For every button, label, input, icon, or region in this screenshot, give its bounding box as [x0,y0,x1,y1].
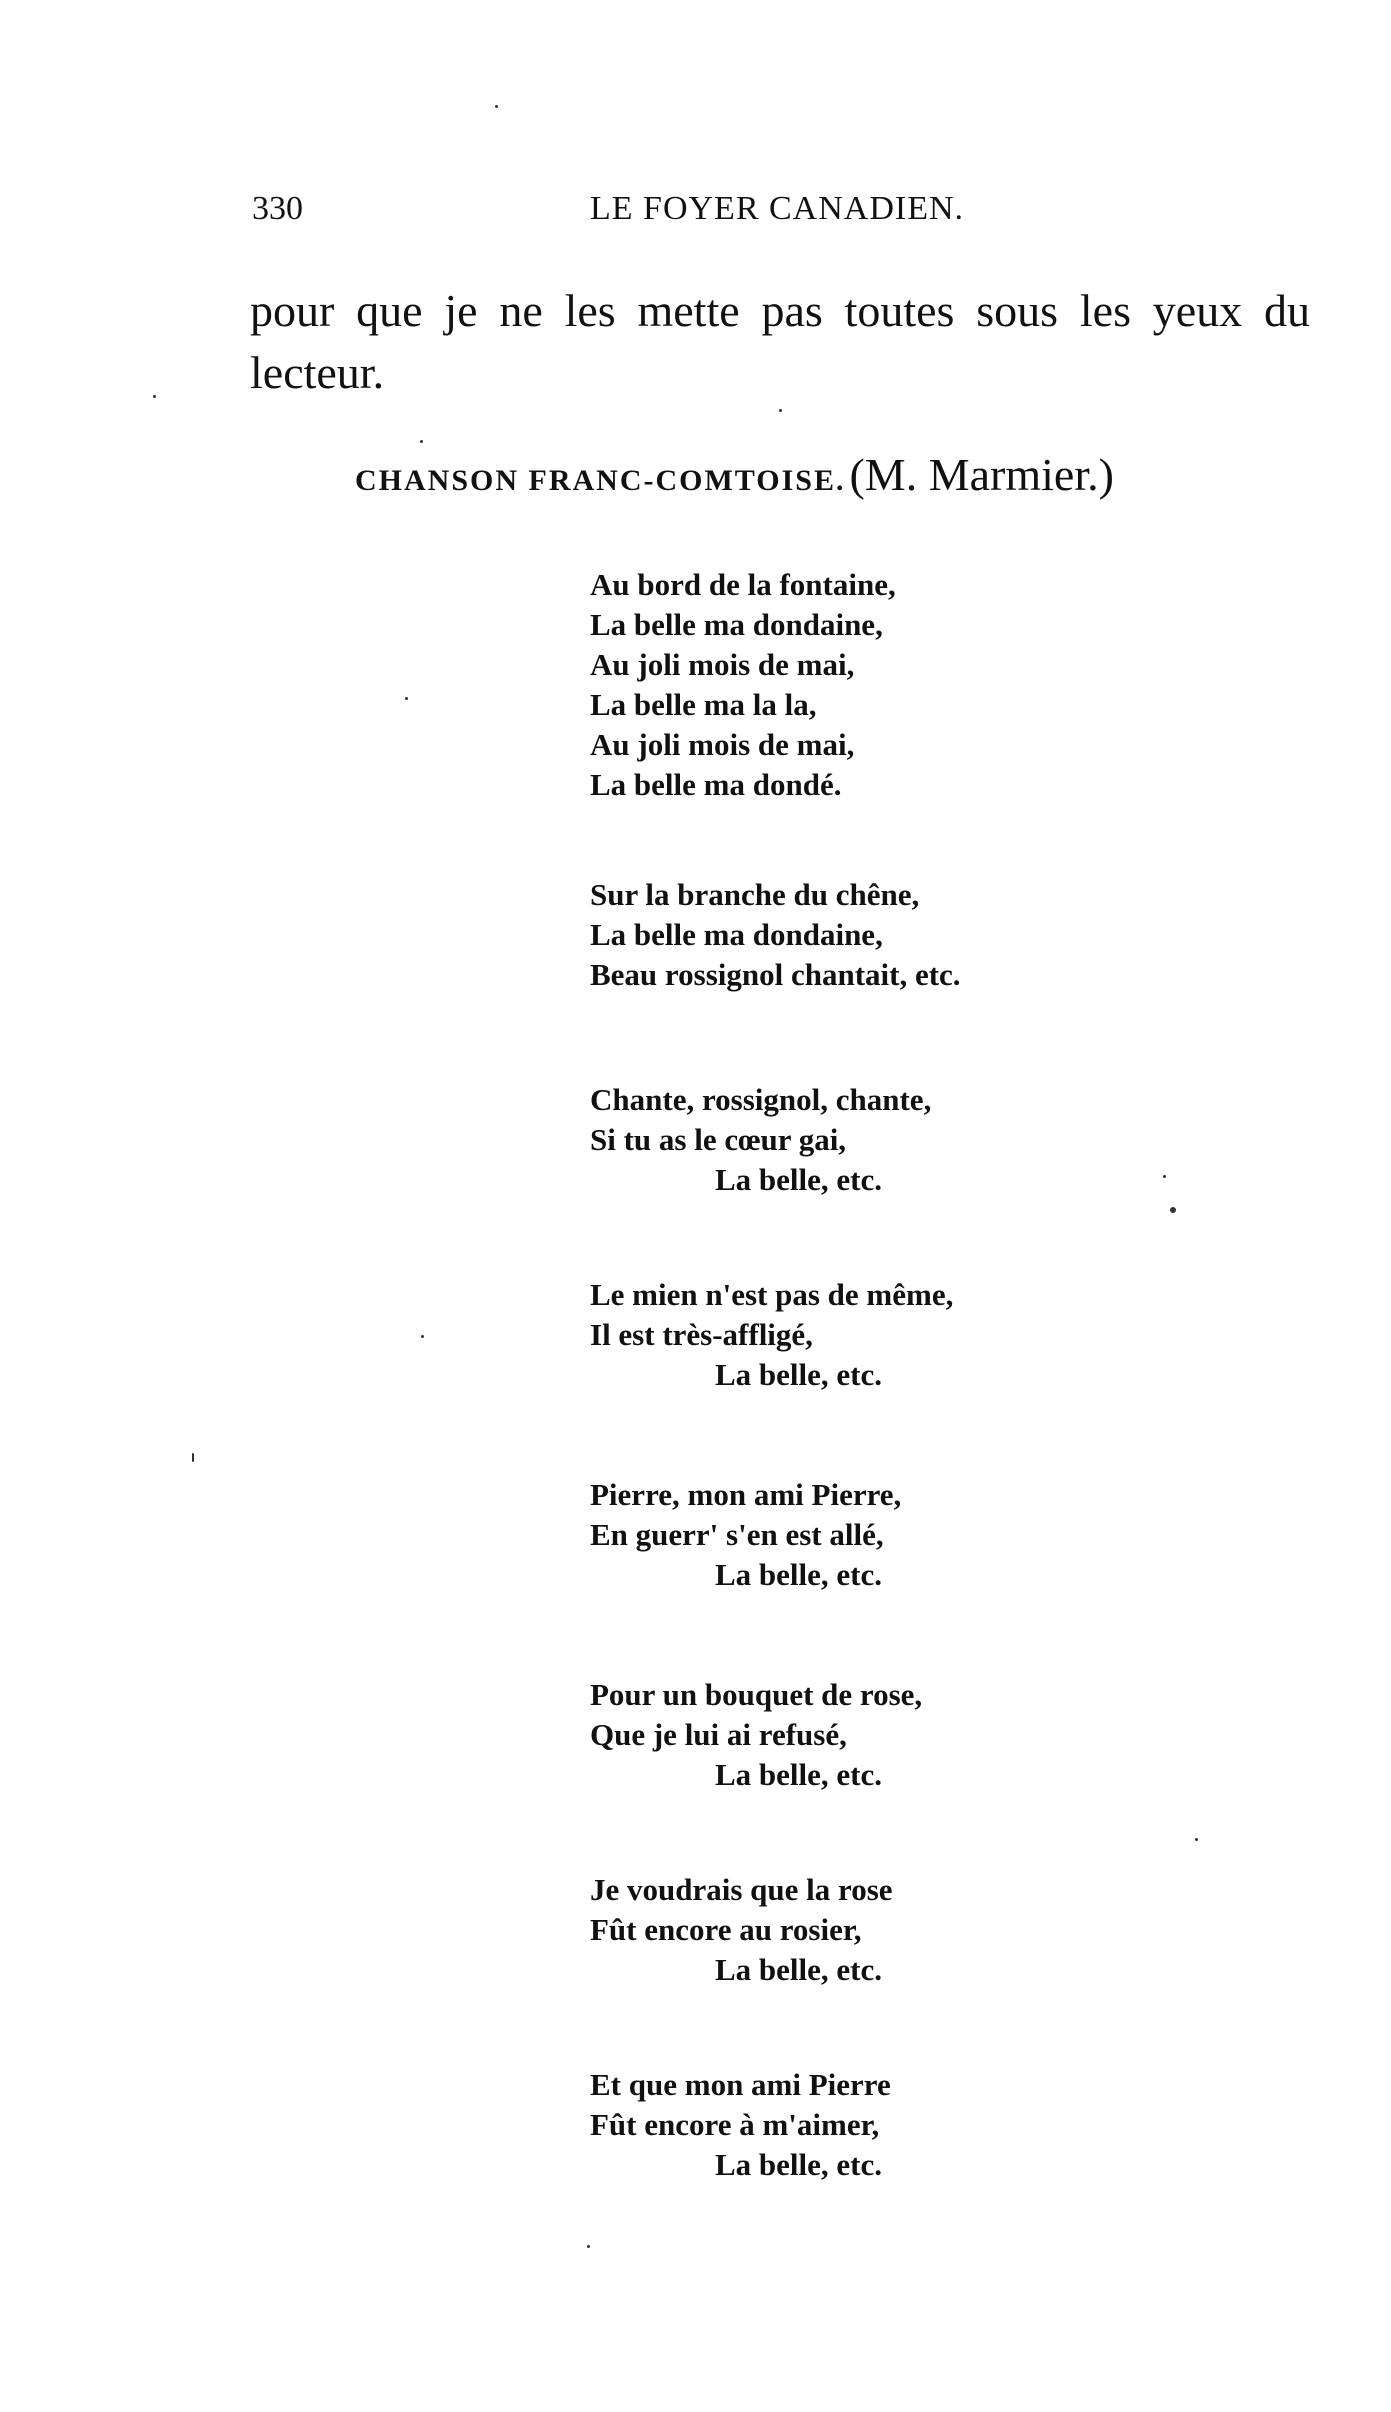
verse-line: Au joli mois de mai, [590,727,855,762]
stanza [590,1475,901,1595]
verse-line: Le mien n'est pas de même, [590,1277,954,1312]
verse-line: Je voudrais que la rose [590,1872,893,1907]
page-number: 330 [252,190,303,227]
scan-speck [779,409,782,412]
verse-line: Que je lui ai refusé, [590,1717,847,1752]
scan-speck [153,395,156,398]
scan-speck [495,105,498,108]
stanza [590,875,961,995]
verse-line: Chante, rossignol, chante, [590,1082,932,1117]
verse-line: Pierre, mon ami Pierre, [590,1477,902,1512]
scan-speck [421,1335,424,1338]
stanza [590,565,896,805]
verse-line: Si tu as le cœur gai, [590,1122,847,1157]
verse-refrain: La belle, etc. [715,1557,883,1592]
verse-line: La belle ma dondaine, [590,917,883,952]
running-head: LE FOYER CANADIEN. [590,190,965,227]
stanza [590,1675,922,1795]
song-title [355,448,1114,501]
stanza [590,1080,931,1200]
song-title-text: CHANSON FRANC-COMTOISE. [355,464,846,497]
verse-line: Sur la branche du chêne, [590,877,920,912]
intro-paragraph [250,280,1310,404]
scan-speck [405,697,408,700]
verse-refrain: La belle, etc. [715,2147,883,2182]
scan-speck [1163,1175,1166,1178]
scan-speck [1170,1207,1176,1213]
verse-line: Fût encore à m'aimer, [590,2107,880,2142]
verse-line: La belle ma dondé. [590,767,842,802]
scan-speck [587,2245,590,2248]
stanza [590,1275,953,1395]
verse-line: Fût encore au rosier, [590,1912,862,1947]
verse-line: Pour un bouquet de rose, [590,1677,923,1712]
verse-line: Beau rossignol chantait, etc. [590,957,961,992]
scan-speck [192,1453,194,1462]
verse-line: Au bord de la fontaine, [590,567,896,602]
scan-speck [420,440,423,443]
verse-refrain: La belle, etc. [715,1162,883,1197]
verse-refrain: La belle, etc. [715,1952,883,1987]
verse-line: Au joli mois de mai, [590,647,855,682]
intro-line: pour que je ne les mette pas toutes sous les yeux du [250,285,1310,336]
stanza [590,2065,891,2185]
song-author: (M. Marmier.) [849,449,1114,500]
verse-refrain: La belle, etc. [715,1757,883,1792]
scan-speck [1195,1838,1198,1841]
stanza [590,1870,893,1990]
verse-line: En guerr' s'en est allé, [590,1517,884,1552]
verse-line: La belle ma dondaine, [590,607,883,642]
verse-refrain: La belle, etc. [715,1357,883,1392]
intro-line: lecteur. [250,347,385,398]
verse-line: La belle ma la la, [590,687,817,722]
verse-line: Et que mon ami Pierre [590,2067,891,2102]
verse-line: Il est très-affligé, [590,1317,813,1352]
